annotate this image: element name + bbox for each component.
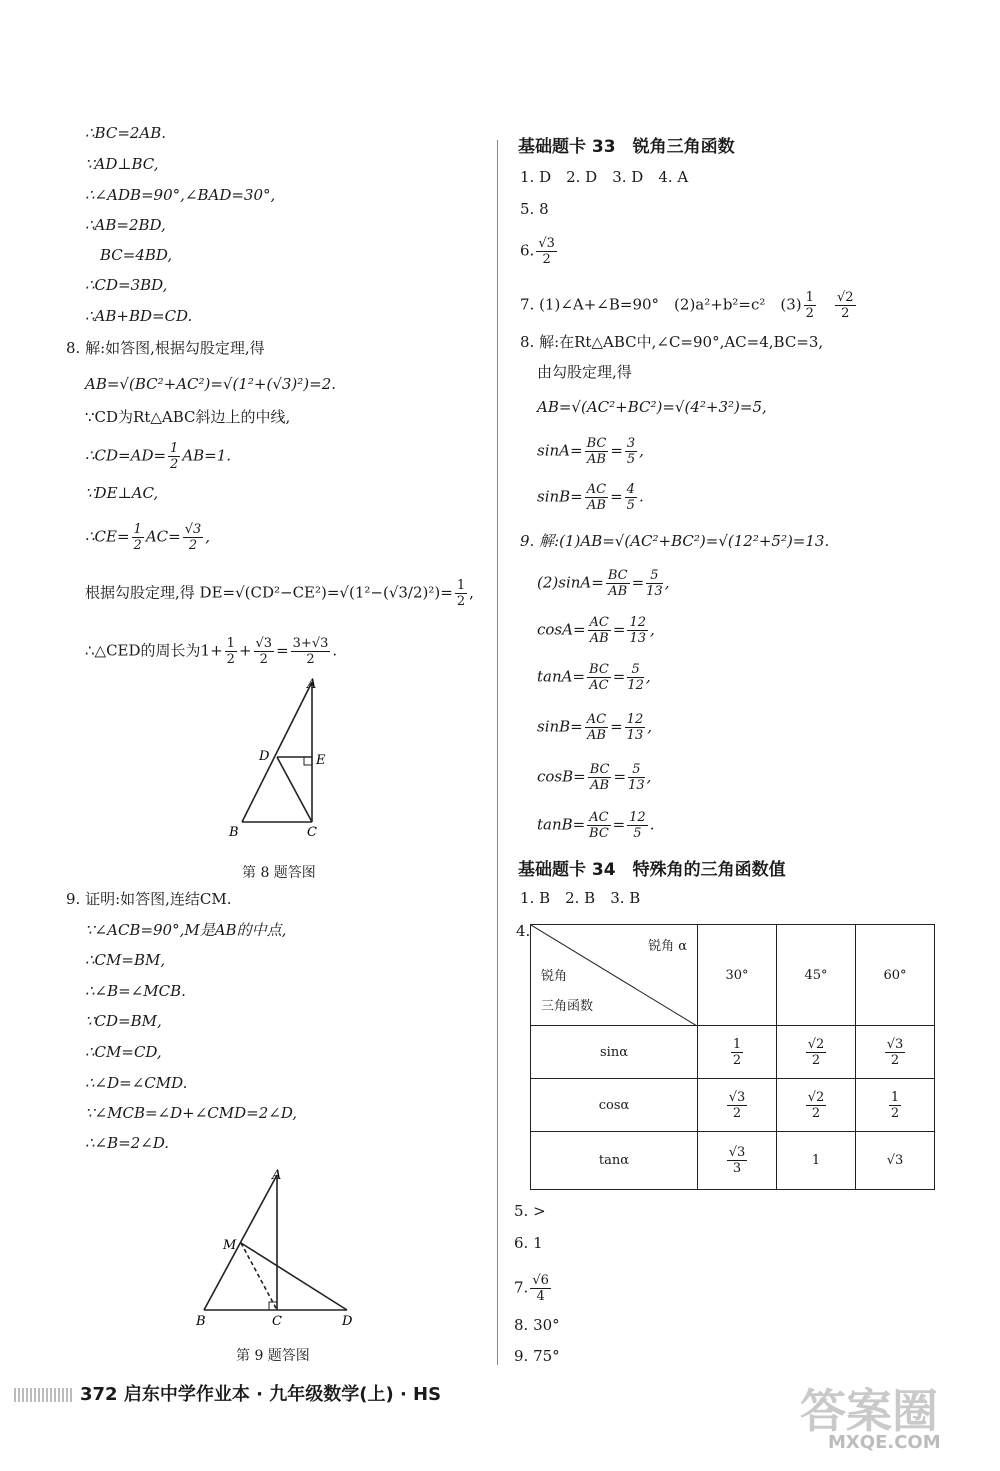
fig8-label-e: E [316, 753, 326, 768]
fraction: $\frac{5}{12}$ [627, 662, 644, 693]
answer-33-6 [520, 236, 559, 267]
figure-9-diagram [190, 1165, 365, 1335]
problem-9-line-8: ∴∠B=2∠D. [85, 1134, 170, 1152]
fraction: $\frac{AC}{BC}$ [589, 810, 609, 841]
fraction: $\frac{5}{13}$ [628, 762, 645, 793]
fraction-half: $\frac{1}{2}$ [456, 578, 466, 609]
a6-label: 6. [520, 241, 535, 260]
table-row [531, 1026, 935, 1079]
problem-9-line-1: ∵∠ACB=90°,M是AB的中点, [85, 921, 287, 939]
fraction: $\frac{12}{13}$ [629, 615, 646, 646]
problem-8-median: ∵CD为Rt△ABC斜边上的中线, [85, 408, 291, 426]
fig8-label-c: C [307, 825, 317, 840]
answer-33-8-line-1: 由勾股定理,得 [537, 363, 632, 381]
problem-9-heading: 9. 证明:如答图,连结CM. [66, 890, 232, 908]
fraction: $\frac{12}{13}$ [626, 712, 644, 743]
fraction: $\frac{5}{13}$ [646, 568, 663, 599]
cos-30 [698, 1079, 777, 1132]
tan-45: 1 [777, 1132, 856, 1190]
column-divider [497, 140, 498, 1365]
page-footer [14, 1380, 441, 1406]
corner-mid: 锐角 [541, 969, 568, 984]
fraction: $\frac{1}{2}$ [890, 1089, 900, 1121]
page-number: 372 [80, 1384, 118, 1405]
fraction: $\frac{√2}{2}$ [807, 1089, 825, 1121]
problem-9-line-3: ∴∠B=∠MCB. [85, 982, 186, 1000]
ce-text-2: AC= [145, 527, 181, 546]
sin-45 [777, 1026, 856, 1079]
answer-33-9-cosa: cosA= $\frac{AC}{AB}$ = $\frac{12}{13}$ , [537, 615, 655, 646]
problem-8-ce: ∴CE= $\frac{1}{2}$ AC= $\frac{√3}{2}$ , [85, 522, 211, 553]
answers-33-1-4: 1. D 2. D 3. D 4. A [520, 168, 689, 186]
fraction: $\frac{12}{5}$ [629, 810, 646, 841]
left-line-3: ∴∠ADB=90°,∠BAD=30°, [85, 186, 276, 204]
answer-33-9-tanb: tanB= $\frac{AC}{BC}$ = $\frac{12}{5}$ . [537, 810, 655, 841]
col-header-60: 60° [856, 925, 935, 1026]
answer-33-9-cosb: cosB= $\frac{BC}{AB}$ = $\frac{5}{13}$ , [537, 762, 652, 793]
fig9-label-c: C [272, 1314, 282, 1329]
left-line-5: BC=4BD, [100, 246, 173, 264]
left-line-1: ∴BC=2AB. [85, 124, 167, 142]
problem-8-de-perp: ∵DE⊥AC, [85, 484, 159, 502]
cos-60 [856, 1079, 935, 1132]
fig9-label-a: A [272, 1168, 282, 1183]
table-corner-cell [531, 925, 698, 1026]
answer-34-6: 6. 1 [514, 1234, 543, 1252]
answer-33-9-heading: 9. 解:(1)AB=√(AC²+BC²)=√(12²+5²)=13. [520, 532, 830, 550]
corner-bot: 三角函数 [541, 999, 594, 1014]
label: sinB= [537, 717, 583, 736]
label: cosB= [537, 767, 586, 786]
label: tanA= [537, 667, 586, 686]
label: (2)sinA= [537, 573, 604, 592]
fraction: $\frac{AC}{AB}$ [586, 482, 607, 513]
answer-33-8-heading: 8. 解:在Rt△ABC中,∠C=90°,AC=4,BC=3, [520, 333, 824, 351]
fraction: $\frac{BC}{AB}$ [589, 762, 610, 793]
fraction-sqrt6-4: $\frac{√6}{4}$ [532, 1273, 549, 1304]
problem-8-de-value: 根据勾股定理,得 DE=√(CD²−CE²)=√(1²−(√3/2)²)= $\frac{1}{2}$ , [85, 578, 474, 609]
left-line-6: ∴CD=3BD, [85, 276, 168, 294]
fraction: $\frac{AC}{AB}$ [586, 712, 607, 743]
label: cosA= [537, 620, 586, 639]
figure-8-caption: 第 8 题答图 [242, 865, 316, 881]
col-header-45: 45° [777, 925, 856, 1026]
problem-8-heading: 8. 解:如答图,根据勾股定理,得 [66, 339, 265, 357]
problem-9-line-7: ∵∠MCB=∠D+∠CMD=2∠D, [85, 1104, 298, 1122]
fraction-sqrt3-2: $\frac{√3}{2}$ [255, 636, 273, 667]
table-row [531, 1132, 935, 1190]
fraction-half: $\frac{1}{2}$ [805, 290, 814, 321]
row-name-cos: cosα [531, 1079, 698, 1132]
a7-text: 7. (1)∠A+∠B=90° (2)a²+b²=c² (3) [520, 295, 802, 314]
answer-34-4-label: 4. [516, 922, 531, 940]
answer-34-5: 5. > [514, 1202, 546, 1220]
left-line-2: ∵AD⊥BC, [85, 155, 159, 173]
problem-8-cd [85, 441, 231, 472]
corner-top: 锐角 α [648, 939, 687, 954]
row-name-sin: sinα [531, 1026, 698, 1079]
fraction-half: $\frac{1}{2}$ [226, 636, 235, 667]
fraction: $\frac{3}{5}$ [626, 436, 636, 467]
fig9-label-d: D [342, 1314, 353, 1329]
perimeter-text: ∴△CED的周长为1+ [85, 641, 223, 660]
fig9-label-m: M [223, 1238, 237, 1253]
watermark-logo: 答案圈 [800, 1384, 938, 1438]
sinb-label: sinB= [537, 487, 583, 506]
problem-9-line-5: ∴CM=CD, [85, 1043, 162, 1061]
sin-60 [856, 1026, 935, 1079]
b7-label: 7. [514, 1278, 529, 1297]
fraction-sqrt3-2: $\frac{√3}{2}$ [538, 236, 555, 267]
label: tanB= [537, 815, 586, 834]
cd-text: ∴CD=AD= [85, 446, 167, 465]
problem-9-line-2: ∴CM=BM, [85, 951, 166, 969]
answer-33-8-sinb: sinB= $\frac{AC}{AB}$ = $\frac{4}{5}$ . [537, 482, 644, 513]
fraction: $\frac{4}{5}$ [626, 482, 635, 513]
problem-8-ab: AB=√(BC²+AC²)=√(1²+(√3)²)=2. [85, 375, 337, 393]
fraction: $\frac{√3}{3}$ [728, 1145, 746, 1176]
watermark-url: MXQE.COM [828, 1432, 941, 1453]
fraction-sqrt2-2: $\frac{√2}{2}$ [836, 290, 854, 321]
footer-stripe [14, 1388, 74, 1402]
problem-8-perimeter: ∴△CED的周长为1+ $\frac{1}{2}$ + $\frac{√3}{2}$ = $\frac{3+√3}{2}$ . [85, 636, 338, 667]
answer-34-7 [514, 1273, 553, 1304]
tan-30 [698, 1132, 777, 1190]
cos-45 [777, 1079, 856, 1132]
answer-33-9-tana: tanA= $\frac{BC}{AC}$ = $\frac{5}{12}$ , [537, 662, 651, 693]
col-header-30: 30° [698, 925, 777, 1026]
answer-33-9-sinb: sinB= $\frac{AC}{AB}$ = $\frac{12}{13}$ , [537, 712, 652, 743]
table-row [531, 1079, 935, 1132]
fraction: $\frac{√2}{2}$ [807, 1036, 825, 1068]
fig9-label-b: B [196, 1314, 206, 1329]
answer-33-8-line-2: AB=√(AC²+BC²)=√(4²+3²)=5, [537, 398, 767, 416]
sina-label: sinA= [537, 441, 583, 460]
tan-60: √3 [856, 1132, 935, 1190]
section-34-heading: 基础题卡 34 特殊角的三角函数值 [518, 860, 786, 880]
fraction: $\frac{BC}{AC}$ [589, 662, 609, 693]
trig-values-table [530, 924, 935, 1190]
ce-text: ∴CE= [85, 527, 130, 546]
fig8-label-b: B [229, 825, 239, 840]
figure-8-diagram [225, 672, 335, 842]
answer-33-7 [520, 290, 858, 321]
answer-34-9: 9. 75° [514, 1347, 560, 1365]
fraction: $\frac{AC}{AB}$ [589, 615, 609, 646]
cd-text-2: AB=1. [182, 446, 232, 465]
fraction-sqrt3-2: $\frac{√3}{2}$ [184, 522, 202, 553]
fraction: $\frac{1}{2}$ [732, 1036, 742, 1068]
answer-34-8: 8. 30° [514, 1316, 560, 1334]
de-text: 根据勾股定理,得 DE=√(CD²−CE²)=√(1²−(√3/2)²)= [85, 583, 453, 602]
section-33-heading: 基础题卡 33 锐角三角函数 [518, 137, 735, 157]
book-title: 启东中学作业本 · 九年级数学(上) · HS [123, 1384, 442, 1405]
problem-9-line-4: ∵CD=BM, [85, 1012, 162, 1030]
problem-9-line-6: ∴∠D=∠CMD. [85, 1074, 188, 1092]
fraction-result: $\frac{3+√3}{2}$ [292, 636, 329, 667]
fig8-label-d: D [259, 749, 270, 764]
fig8-label-a: A [307, 677, 317, 692]
sin-30 [698, 1026, 777, 1079]
fraction: $\frac{√3}{2}$ [886, 1036, 904, 1068]
left-line-4: ∴AB=2BD, [85, 216, 166, 234]
answer-33-5: 5. 8 [520, 200, 549, 218]
fraction-half: $\frac{1}{2}$ [170, 441, 179, 472]
fraction-half: $\frac{1}{2}$ [133, 522, 142, 553]
figure-9-caption: 第 9 题答图 [236, 1348, 310, 1364]
left-line-7: ∴AB+BD=CD. [85, 307, 193, 325]
row-name-tan: tanα [531, 1132, 698, 1190]
answer-33-9-sina: (2)sinA= $\frac{BC}{AB}$ = $\frac{5}{13}$ , [537, 568, 670, 599]
answer-33-8-sina: sinA= $\frac{BC}{AB}$ = $\frac{3}{5}$ , [537, 436, 644, 467]
fraction: $\frac{√3}{2}$ [728, 1089, 746, 1121]
answers-34-1-3: 1. B 2. B 3. B [520, 889, 641, 907]
fraction: $\frac{BC}{AB}$ [586, 436, 607, 467]
fraction: $\frac{BC}{AB}$ [607, 568, 628, 599]
